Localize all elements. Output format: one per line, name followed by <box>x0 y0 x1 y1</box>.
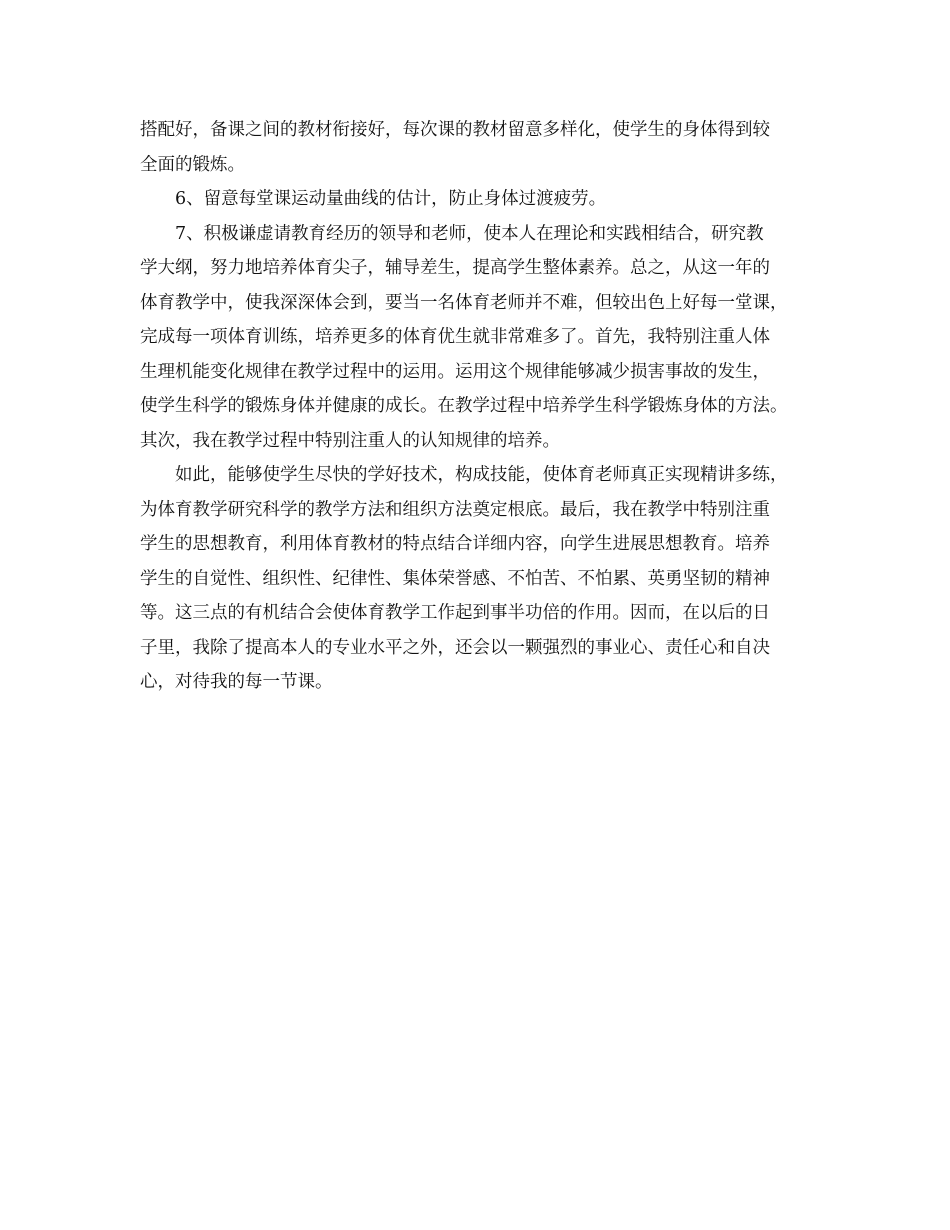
text-line: 心，对待我的每一节课。 <box>140 672 333 692</box>
text-line: 完成每一项体育训练，培养更多的体育优生就非常难多了。首先，我特别注重人体 <box>140 327 770 347</box>
text-line: 使学生科学的锻炼身体并健康的成长。在教学过程中培养学生科学锻炼身体的方法。 <box>140 396 788 416</box>
text-line: 学生的思想教育，利用体育教材的特点结合详细内容，向学生进展思想教育。培养 <box>140 534 770 554</box>
text-line: 其次，我在教学过程中特别注重人的认知规律的培养。 <box>140 430 560 451</box>
text-line: 生理机能变化规律在教学过程中的运用。运用这个规律能够减少损害事故的发生， <box>140 361 770 382</box>
text-line: 学大纲，努力地培养体育尖子，辅导差生，提高学生整体素养。总之，从这一年的 <box>140 258 770 278</box>
text-line: 体育教学中，使我深深体会到，要当一名体育老师并不难，但较出色上好每一堂课， <box>140 292 788 313</box>
text-line: 等。这三点的有机结合会使体育教学工作起到事半功倍的作用。因而，在以后的日 <box>140 603 770 623</box>
text-line: 全面的锻炼。 <box>140 154 245 175</box>
body-text <box>140 113 830 700</box>
text-line: 如此，能够使学生尽快的学好技术，构成技能，使体育老师真正实现精讲多练， <box>175 465 788 485</box>
text-line: 子里，我除了提高本人的专业水平之外，还会以一颗强烈的事业心、责任心和自决 <box>140 637 770 658</box>
text-line: 7、积极谦虚请教育经历的领导和老师，使本人在理论和实践相结合，研究教 <box>175 223 764 244</box>
text-line: 搭配好，备课之间的教材衔接好，每次课的教材留意多样化，使学生的身体得到较 <box>140 120 770 140</box>
text-line: 为体育教学研究科学的教学方法和组织方法奠定根底。最后，我在教学中特别注重 <box>140 499 770 520</box>
text-line: 6、留意每堂课运动量曲线的估计，防止身体过渡疲劳。 <box>175 189 607 209</box>
text-line: 学生的自觉性、组织性、纪律性、集体荣誉感、不怕苦、不怕累、英勇坚韧的精神 <box>140 568 770 589</box>
